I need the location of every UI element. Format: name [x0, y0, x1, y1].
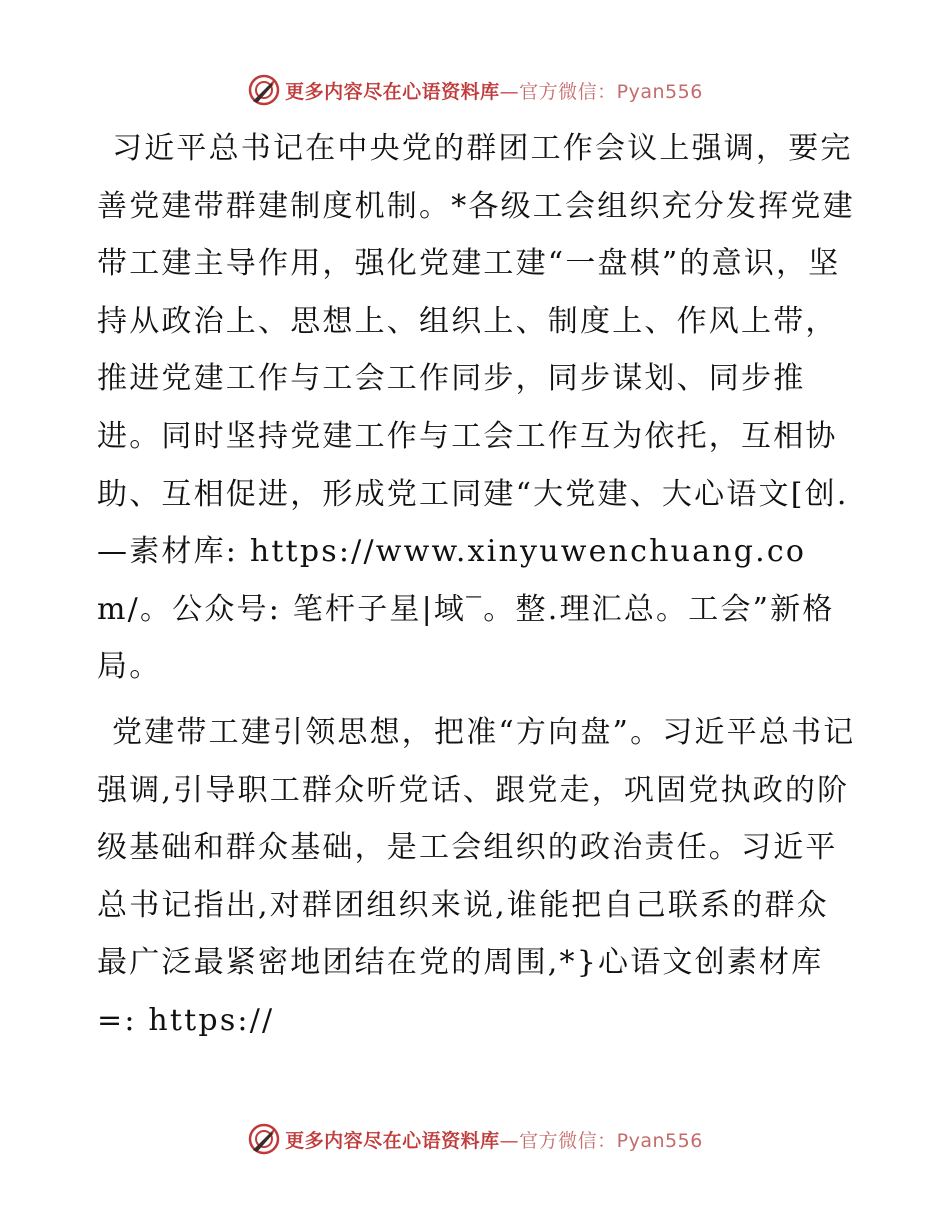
- watermark-wechat: 官方微信：Pyan556: [519, 80, 703, 103]
- footer-watermark: [0, 1121, 950, 1157]
- paragraph-2: 党建带工建引领思想，把准“方向盘”。习近平总书记强调,引导职工群众听党话、跟党走，巩固党执政的阶级基础和群众基础，是工会组织的政治责任。习近平总书记指出,对群团组织来说,谁能把自己联系的群众最广泛最紧密地团结在党的周围,*}心语文创素材库=: https://: [97, 714, 856, 1038]
- watermark-text: [285, 77, 703, 104]
- watermark-brand: 更多内容尽在心语资料库: [285, 80, 500, 103]
- pen-logo-icon: [247, 1122, 281, 1156]
- watermark-brand: 更多内容尽在心语资料库: [285, 1129, 500, 1152]
- watermark-separator: —: [499, 1129, 520, 1152]
- watermark-separator: —: [499, 80, 520, 103]
- pen-logo-icon: [247, 73, 281, 107]
- document-body: [97, 120, 857, 1050]
- watermark-text: [285, 1126, 703, 1153]
- header-watermark: [0, 72, 950, 108]
- watermark-wechat: 官方微信：Pyan556: [519, 1129, 703, 1152]
- paragraph-1: 习近平总书记在中央党的群团工作会议上强调，要完善党建带群建制度机制。*各级工会组织充分发挥党建带工建主导作用，强化党建工建“一盘棋”的意识，坚持从政治上、思想上、组织上、制度上、作风上带，推进党建工作与工会工作同步，同步谋划、同步推进。同时坚持党建工作与工会工作互为依托，互相协助、互相促进，形成党工同建“大党建、大心语文[创.—素材库: https://www.xinyuwenchuang.com/。公众号: 笔杆子星|域‾。整.理汇总。工会”新格局。: [97, 131, 855, 685]
